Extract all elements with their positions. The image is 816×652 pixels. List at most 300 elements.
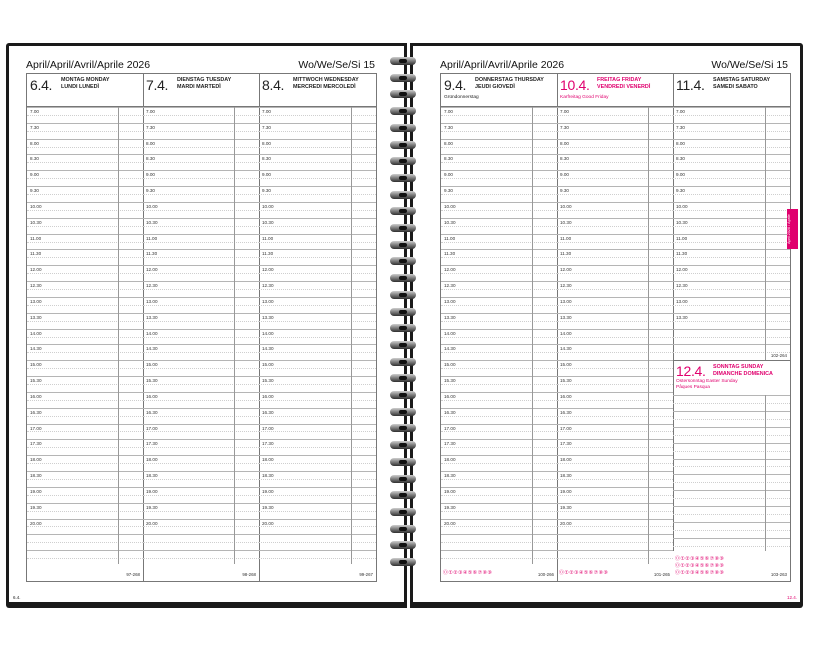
time-line: [259, 519, 376, 520]
time-label: 11.00: [146, 235, 158, 241]
tally-circles[interactable]: ⓪①②③④⑤⑥⑦⑧⑨: [443, 570, 493, 576]
time-line: [259, 360, 376, 361]
half-line: [259, 479, 376, 480]
day-name-line: MERCREDI MERCOLEDÌ: [293, 83, 356, 90]
time-line: [27, 154, 143, 155]
time-line: [441, 202, 557, 203]
day-column: [27, 74, 144, 581]
time-label: 12.00: [30, 267, 42, 273]
time-line: [673, 522, 790, 523]
time-label: 12.30: [676, 283, 688, 289]
half-line: [259, 242, 376, 243]
half-line: [557, 416, 673, 417]
half-line: [673, 321, 790, 322]
time-line: [673, 329, 790, 330]
time-label: 18.00: [444, 457, 456, 463]
time-slots[interactable]: [27, 107, 143, 564]
time-line: [27, 281, 143, 282]
half-line: [27, 542, 143, 543]
time-label: 7.00: [146, 109, 155, 114]
time-line: [27, 265, 143, 266]
time-line: [143, 329, 259, 330]
half-line: [143, 542, 259, 543]
time-line: [557, 471, 673, 472]
time-label: 18.00: [30, 457, 42, 463]
time-line: [441, 265, 557, 266]
time-label: 8.30: [30, 156, 39, 162]
time-label: 13.00: [146, 298, 158, 304]
half-line: [143, 479, 259, 480]
spiral-ring: [390, 90, 416, 98]
half-line: [259, 147, 376, 148]
notes-divider: [648, 107, 649, 564]
half-line: [143, 321, 259, 322]
time-label: 18.00: [262, 457, 274, 463]
time-line: [557, 313, 673, 314]
time-label: 15.00: [146, 362, 158, 368]
half-line: [557, 321, 673, 322]
time-label: 16.00: [262, 393, 274, 399]
time-line: [143, 455, 259, 456]
time-label: 8.30: [444, 156, 453, 162]
time-line: [557, 376, 673, 377]
half-line: [557, 194, 673, 195]
spiral-ring: [390, 475, 416, 483]
day-footer: [143, 565, 259, 581]
time-label: 8.00: [676, 140, 685, 146]
time-label: 7.00: [262, 109, 271, 114]
spiral-ring: [390, 191, 416, 199]
time-line: [143, 123, 259, 124]
time-line: [259, 154, 376, 155]
half-line: [143, 463, 259, 464]
time-line: [143, 202, 259, 203]
time-slots[interactable]: [441, 107, 557, 564]
time-label: 9.00: [560, 172, 569, 178]
half-line: [441, 384, 557, 385]
day-column: [441, 74, 558, 581]
half-line: [143, 526, 259, 527]
spiral-ring: [390, 324, 416, 332]
half-line: [259, 226, 376, 227]
half-line: [143, 447, 259, 448]
time-label: 16.30: [146, 409, 158, 415]
half-line: [673, 289, 790, 290]
time-label: 11.00: [560, 235, 572, 241]
tally-circles[interactable]: ⓪①②③④⑤⑥⑦⑧⑨: [675, 556, 725, 562]
time-line: [673, 202, 790, 203]
half-line: [441, 305, 557, 306]
day-name: [713, 364, 773, 377]
day-header: [259, 74, 376, 107]
day-name-line: FREITAG FRIDAY: [597, 77, 642, 83]
time-label: 20.00: [560, 520, 572, 526]
time-label: 14.00: [262, 330, 274, 336]
time-line: [673, 234, 790, 235]
time-line: [27, 218, 143, 219]
time-line: [673, 218, 790, 219]
time-line: [557, 455, 673, 456]
half-line: [27, 162, 143, 163]
time-slots[interactable]: [143, 107, 259, 564]
time-label: 16.30: [444, 409, 456, 415]
half-line: [259, 431, 376, 432]
half-line: [143, 305, 259, 306]
time-label: 19.30: [30, 504, 42, 510]
time-label: 18.30: [444, 473, 456, 479]
time-label: 19.00: [30, 488, 42, 494]
day-name-line: MARDI MARTEDÌ: [177, 83, 221, 90]
half-line: [27, 337, 143, 338]
day-name: [293, 77, 359, 90]
half-line: [441, 115, 557, 116]
half-line: [557, 526, 673, 527]
day-name-line: VENDREDI VENERDÌ: [597, 83, 651, 90]
time-label: 13.30: [30, 314, 42, 320]
time-line: [673, 427, 790, 428]
time-line: [27, 234, 143, 235]
half-line: [557, 495, 673, 496]
time-label: 10.00: [146, 203, 158, 209]
time-line: [673, 459, 790, 460]
time-label: 7.00: [444, 109, 453, 114]
time-label: 17.30: [444, 441, 456, 447]
time-label: 14.30: [560, 346, 572, 352]
half-line: [143, 131, 259, 132]
time-line: [259, 123, 376, 124]
time-line: [27, 107, 143, 108]
time-line: [259, 170, 376, 171]
half-line: [673, 242, 790, 243]
half-line: [557, 352, 673, 353]
time-line: [143, 218, 259, 219]
time-line: [441, 408, 557, 409]
day-footer: [441, 565, 557, 581]
half-line: [673, 514, 790, 515]
time-line: [441, 297, 557, 298]
time-line: [557, 408, 673, 409]
half-line: [259, 321, 376, 322]
time-label: 15.30: [146, 378, 158, 384]
time-label: 15.30: [560, 378, 572, 384]
time-line: [557, 392, 673, 393]
time-slots[interactable]: [259, 107, 376, 564]
time-line: [557, 123, 673, 124]
time-line: [259, 249, 376, 250]
time-label: 12.00: [146, 267, 158, 273]
half-line: [557, 368, 673, 369]
time-label: 17.00: [146, 425, 158, 431]
time-label: 9.00: [676, 172, 685, 178]
time-label: 17.30: [30, 441, 42, 447]
half-line: [27, 273, 143, 274]
time-line: [441, 487, 557, 488]
half-line: [441, 352, 557, 353]
time-line: [557, 424, 673, 425]
time-line: [259, 218, 376, 219]
half-line: [557, 337, 673, 338]
half-line: [259, 400, 376, 401]
half-line: [557, 162, 673, 163]
half-line: [259, 178, 376, 179]
half-line: [441, 431, 557, 432]
spiral-ring: [390, 124, 416, 132]
time-label: 10.00: [444, 203, 456, 209]
time-line: [259, 550, 376, 551]
half-line: [27, 242, 143, 243]
time-label: 17.00: [560, 425, 572, 431]
half-line: [143, 511, 259, 512]
half-line: [673, 451, 790, 452]
half-line: [143, 289, 259, 290]
day-code: 100-266: [537, 572, 554, 577]
time-label: 17.30: [146, 441, 158, 447]
time-line: [27, 424, 143, 425]
notes-divider: [351, 107, 352, 564]
half-line: [441, 447, 557, 448]
half-line: [27, 226, 143, 227]
time-label: 7.30: [262, 124, 271, 130]
half-line: [259, 352, 376, 353]
half-line: [259, 305, 376, 306]
time-line: [441, 519, 557, 520]
time-label: 9.30: [444, 188, 453, 194]
time-label: 15.00: [560, 362, 572, 368]
time-label: 14.30: [146, 346, 158, 352]
time-line: [673, 474, 790, 475]
time-line: [441, 503, 557, 504]
spiral-ring: [390, 257, 416, 265]
time-line: [441, 170, 557, 171]
half-line: [441, 210, 557, 211]
half-line: [27, 321, 143, 322]
day-name: [61, 77, 110, 90]
half-line: [259, 194, 376, 195]
time-line: [441, 249, 557, 250]
day-code: 97-268: [126, 572, 140, 577]
day-name-line: SAMEDI SABATO: [713, 83, 758, 90]
half-line: [673, 115, 790, 116]
day-column: [143, 74, 260, 581]
half-line: [259, 495, 376, 496]
time-line: [441, 344, 557, 345]
month-tab[interactable]: April 2026 / Aprile: [787, 209, 798, 249]
spiral-ring: [390, 57, 416, 65]
time-label: 9.00: [444, 172, 453, 178]
time-line: [441, 313, 557, 314]
half-line: [673, 210, 790, 211]
left-planner-page: [9, 46, 404, 602]
time-label: 8.30: [146, 156, 155, 162]
time-label: 15.30: [444, 378, 456, 384]
page-number: 12.4.: [786, 595, 797, 600]
half-line: [27, 257, 143, 258]
half-line: [143, 384, 259, 385]
time-line: [259, 139, 376, 140]
time-line: [27, 360, 143, 361]
time-line: [673, 265, 790, 266]
time-label: 12.00: [676, 267, 688, 273]
half-line: [441, 257, 557, 258]
time-label: 13.30: [262, 314, 274, 320]
time-line: [27, 487, 143, 488]
time-slots[interactable]: [557, 107, 673, 564]
time-line: [441, 471, 557, 472]
time-line: [557, 139, 673, 140]
time-line: [441, 186, 557, 187]
spiral-ring: [390, 525, 416, 533]
day-code: 103-263: [770, 572, 787, 577]
time-line: [441, 360, 557, 361]
time-line: [27, 139, 143, 140]
time-label: 12.00: [560, 267, 572, 273]
time-label: 19.30: [560, 504, 572, 510]
time-line: [27, 344, 143, 345]
time-label: 7.00: [560, 109, 569, 114]
day-name-line: MITTWOCH WEDNESDAY: [293, 77, 359, 83]
half-line: [557, 147, 673, 148]
time-line: [259, 186, 376, 187]
time-line: [259, 503, 376, 504]
day-code: 98-268: [242, 572, 256, 577]
time-label: 14.30: [444, 346, 456, 352]
half-line: [259, 558, 376, 559]
half-line: [27, 479, 143, 480]
day-code: 101-265: [653, 572, 670, 577]
time-line: [27, 170, 143, 171]
day-name: [475, 77, 544, 90]
time-line: [557, 202, 673, 203]
time-label: 10.30: [262, 219, 274, 225]
time-label: 16.30: [262, 409, 274, 415]
half-line: [27, 495, 143, 496]
time-label: 12.00: [262, 267, 274, 273]
half-line: [259, 289, 376, 290]
time-line: [673, 313, 790, 314]
half-line: [27, 289, 143, 290]
half-line: [27, 463, 143, 464]
half-line: [441, 178, 557, 179]
time-label: 19.00: [560, 488, 572, 494]
day-header: [441, 74, 557, 107]
day-code: 99-267: [359, 572, 373, 577]
half-line: [557, 400, 673, 401]
page-number: 6.4.: [13, 595, 21, 600]
time-line: [143, 503, 259, 504]
day-footer: [673, 551, 790, 581]
half-line: [143, 431, 259, 432]
time-line: [143, 376, 259, 377]
time-line: [259, 376, 376, 377]
time-line: [441, 281, 557, 282]
time-label: 8.00: [262, 140, 271, 146]
time-label: 7.30: [146, 124, 155, 130]
half-line: [441, 495, 557, 496]
time-label: 9.30: [146, 188, 155, 194]
spiral-ring: [390, 441, 416, 449]
half-line: [27, 210, 143, 211]
day-code: 102-264: [770, 353, 787, 359]
time-label: 10.00: [262, 203, 274, 209]
spiral-ring: [390, 207, 416, 215]
time-line: [441, 534, 557, 535]
time-line: [143, 550, 259, 551]
half-line: [557, 273, 673, 274]
half-line: [673, 178, 790, 179]
time-line: [673, 281, 790, 282]
time-line: [673, 107, 790, 108]
time-label: 18.30: [262, 473, 274, 479]
half-line: [27, 416, 143, 417]
half-line: [673, 226, 790, 227]
time-slots[interactable]: [673, 395, 790, 564]
time-line: [27, 519, 143, 520]
half-line: [441, 147, 557, 148]
time-line: [673, 490, 790, 491]
time-label: 17.30: [262, 441, 274, 447]
time-label: 13.30: [444, 314, 456, 320]
time-line: [143, 281, 259, 282]
spiral-ring: [390, 74, 416, 82]
left-day-grid: [26, 73, 377, 582]
notes-divider: [765, 395, 766, 564]
half-line: [557, 463, 673, 464]
time-line: [143, 139, 259, 140]
half-line: [441, 162, 557, 163]
half-line: [441, 289, 557, 290]
tally-circles[interactable]: ⓪①②③④⑤⑥⑦⑧⑨: [675, 563, 725, 569]
tally-circles[interactable]: ⓪①②③④⑤⑥⑦⑧⑨: [559, 570, 609, 576]
spiral-ring: [390, 241, 416, 249]
time-line: [673, 170, 790, 171]
half-line: [557, 431, 673, 432]
time-label: 9.00: [262, 172, 271, 178]
time-line: [27, 503, 143, 504]
time-line: [259, 202, 376, 203]
time-line: [557, 234, 673, 235]
time-line: [27, 408, 143, 409]
time-label: 16.30: [560, 409, 572, 415]
time-line: [27, 249, 143, 250]
time-label: 13.00: [560, 298, 572, 304]
time-line: [441, 392, 557, 393]
time-line: [259, 408, 376, 409]
half-line: [673, 337, 790, 338]
time-line: [143, 297, 259, 298]
time-line: [557, 154, 673, 155]
spiral-ring: [390, 541, 416, 549]
half-line: [673, 305, 790, 306]
half-line: [557, 511, 673, 512]
time-slots[interactable]: [673, 107, 790, 360]
half-line: [441, 558, 557, 559]
time-label: 13.00: [30, 298, 42, 304]
tally-circles[interactable]: ⓪①②③④⑤⑥⑦⑧⑨: [675, 570, 725, 576]
half-line: [27, 368, 143, 369]
half-line: [441, 542, 557, 543]
time-label: 9.30: [30, 188, 39, 194]
time-line: [27, 455, 143, 456]
time-label: 15.30: [30, 378, 42, 384]
time-label: 16.00: [444, 393, 456, 399]
time-label: 11.30: [676, 251, 688, 257]
time-label: 10.30: [676, 219, 688, 225]
time-line: [27, 123, 143, 124]
time-label: 19.00: [146, 488, 158, 494]
time-label: 16.00: [30, 393, 42, 399]
day-date: 7.4.: [146, 77, 169, 93]
time-line: [143, 519, 259, 520]
